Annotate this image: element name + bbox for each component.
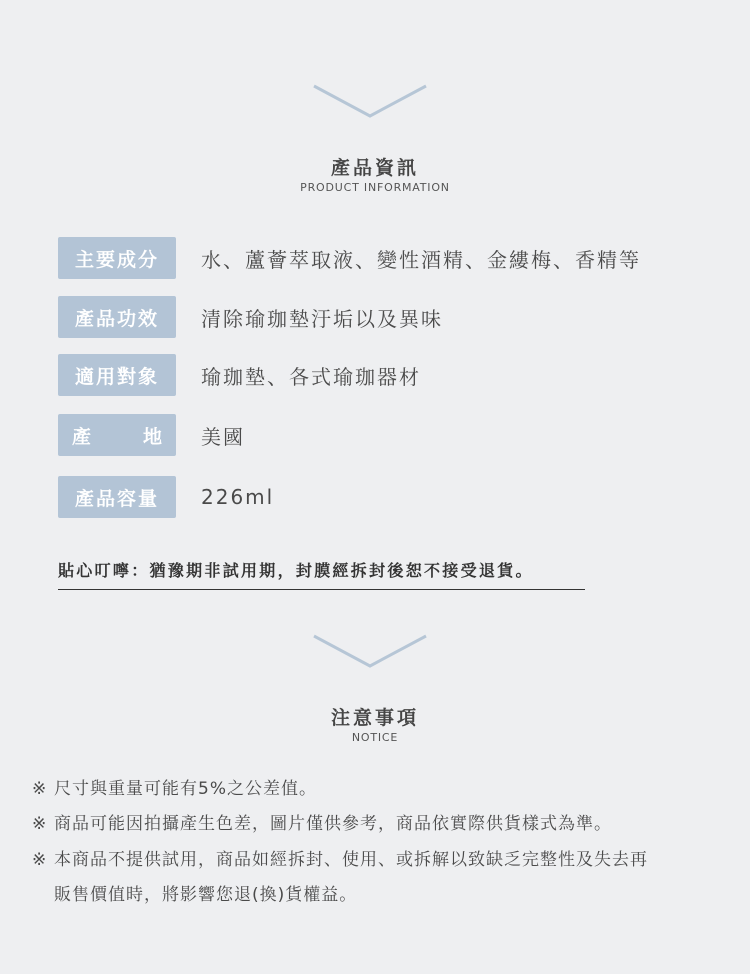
spec-label: 產品功效 (58, 296, 176, 338)
spec-value: 瑜珈墊、各式瑜珈器材 (201, 364, 421, 389)
chevron-down-icon (310, 634, 430, 670)
notice-title: 注意事項 (330, 707, 419, 729)
spec-label-part: 產 (72, 425, 92, 448)
spec-label: 主要成分 (58, 237, 176, 279)
spec-row-effect (58, 296, 443, 338)
notice-subtitle: NOTICE (351, 731, 399, 744)
notice-text: 尺寸與重量可能有5%之公差值。 (54, 779, 317, 799)
notice-text: 商品可能因拍攝產生色差，圖片僅供參考，商品依實際供貨樣式為準。 (54, 814, 612, 834)
spec-row-volume (58, 476, 274, 518)
spec-label-part: 地 (142, 425, 162, 448)
notice-item (32, 845, 648, 870)
spec-value: 水、蘆薈萃取液、變性酒精、金縷梅、香精等 (201, 247, 641, 272)
notice-item (32, 809, 612, 834)
notice-text: 本商品不提供試用，商品如經拆封、使用、或拆解以致缺乏完整性及失去再 (54, 850, 648, 870)
spec-row-ingredients (58, 237, 641, 279)
spec-row-origin (58, 414, 245, 456)
chevron-down-icon (310, 84, 430, 120)
spec-label (58, 414, 176, 456)
spec-label: 適用對象 (58, 354, 176, 396)
spec-label: 產品容量 (58, 476, 176, 518)
reference-mark: ※ (32, 814, 48, 834)
notice-item (32, 774, 317, 799)
spec-value: 美國 (201, 424, 245, 449)
spec-row-target (58, 354, 421, 396)
reference-mark: ※ (32, 779, 48, 799)
return-policy-tip: 貼心叮嚀：猶豫期非試用期，封膜經拆封後恕不接受退貨。 (58, 558, 585, 590)
product-info-title: 產品資訊 (330, 157, 419, 179)
notice-item-continuation: 販售價值時，將影響您退(換)貨權益。 (54, 885, 358, 905)
product-info-subtitle: PRODUCT INFORMATION (300, 181, 450, 194)
reference-mark: ※ (32, 850, 48, 870)
spec-value: 清除瑜珈墊汙垢以及異味 (201, 306, 443, 331)
spec-value: 226ml (201, 485, 275, 509)
